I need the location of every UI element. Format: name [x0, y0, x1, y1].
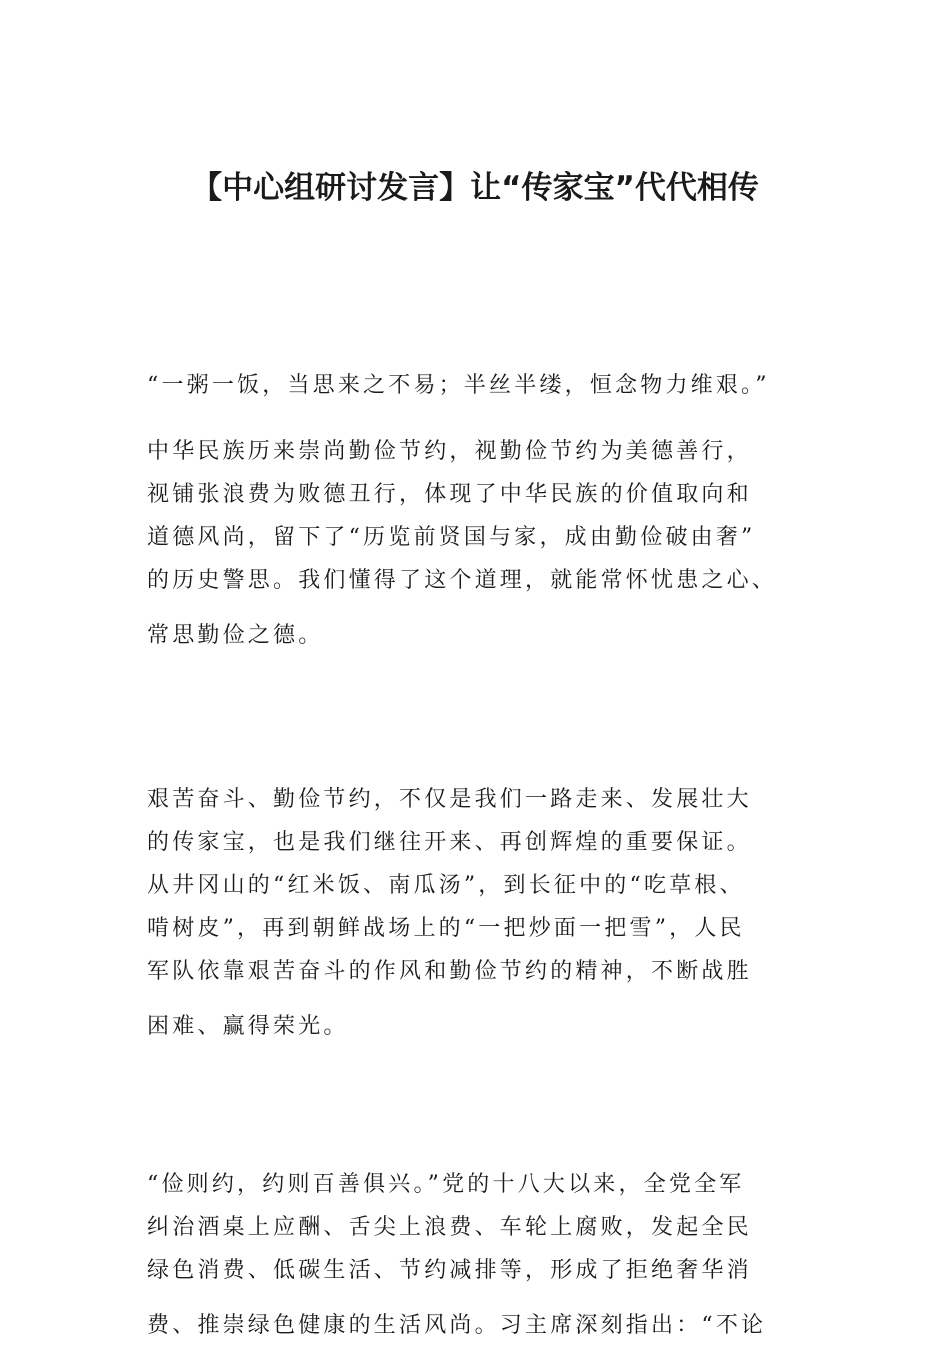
paragraph-line: 军队依靠艰苦奋斗的作风和勤俭节约的精神，不断战胜	[147, 959, 752, 984]
paragraph-line: 从井冈山的“红米饭、南瓜汤”，到长征中的“吃草根、	[147, 873, 745, 898]
paragraph-line: 的历史警思。我们懂得了这个道理，就能常怀忧患之心、	[147, 568, 778, 593]
paragraph-line: 道德风尚，留下了“历览前贤国与家，成由勤俭破由奢”	[147, 525, 756, 550]
paragraph-thrift-policy	[147, 1163, 807, 1347]
paragraph-quote	[147, 364, 807, 407]
paragraph-line: 绿色消费、低碳生活、节约减排等，形成了拒绝奢华消	[147, 1258, 752, 1283]
paragraph-line: 中华民族历来崇尚勤俭节约，视勤俭节约为美德善行，	[147, 439, 752, 464]
paragraph-line: 视铺张浪费为败德丑行，体现了中华民族的价值取向和	[147, 482, 752, 507]
paragraph-line: 常思勤俭之德。	[147, 623, 324, 648]
paragraph-frugality-virtue	[147, 430, 807, 657]
paragraph-line: 困难、赢得荣光。	[147, 1014, 349, 1039]
paragraph-line: “一粥一饭，当思来之不易；半丝半缕，恒念物力维艰。”	[147, 373, 770, 398]
paragraph-line: 艰苦奋斗、勤俭节约，不仅是我们一路走来、发展壮大	[147, 787, 752, 812]
paragraph-line: 啃树皮”，再到朝鲜战场上的“一把炒面一把雪”，人民	[147, 916, 745, 941]
paragraph-line: 费、推崇绿色健康的生活风尚。习主席深刻指出：“不论	[147, 1313, 767, 1338]
paragraph-line: 纠治酒桌上应酬、舌尖上浪费、车轮上腐败，发起全民	[147, 1215, 752, 1240]
paragraph-heirloom	[147, 778, 807, 1048]
paragraph-line: 的传家宝，也是我们继往开来、再创辉煌的重要保证。	[147, 830, 752, 855]
document-title: 【中心组研讨发言】让“传家宝”代代相传	[191, 170, 759, 206]
paragraph-line: “俭则约，约则百善俱兴。”党的十八大以来，全党全军	[147, 1172, 745, 1197]
